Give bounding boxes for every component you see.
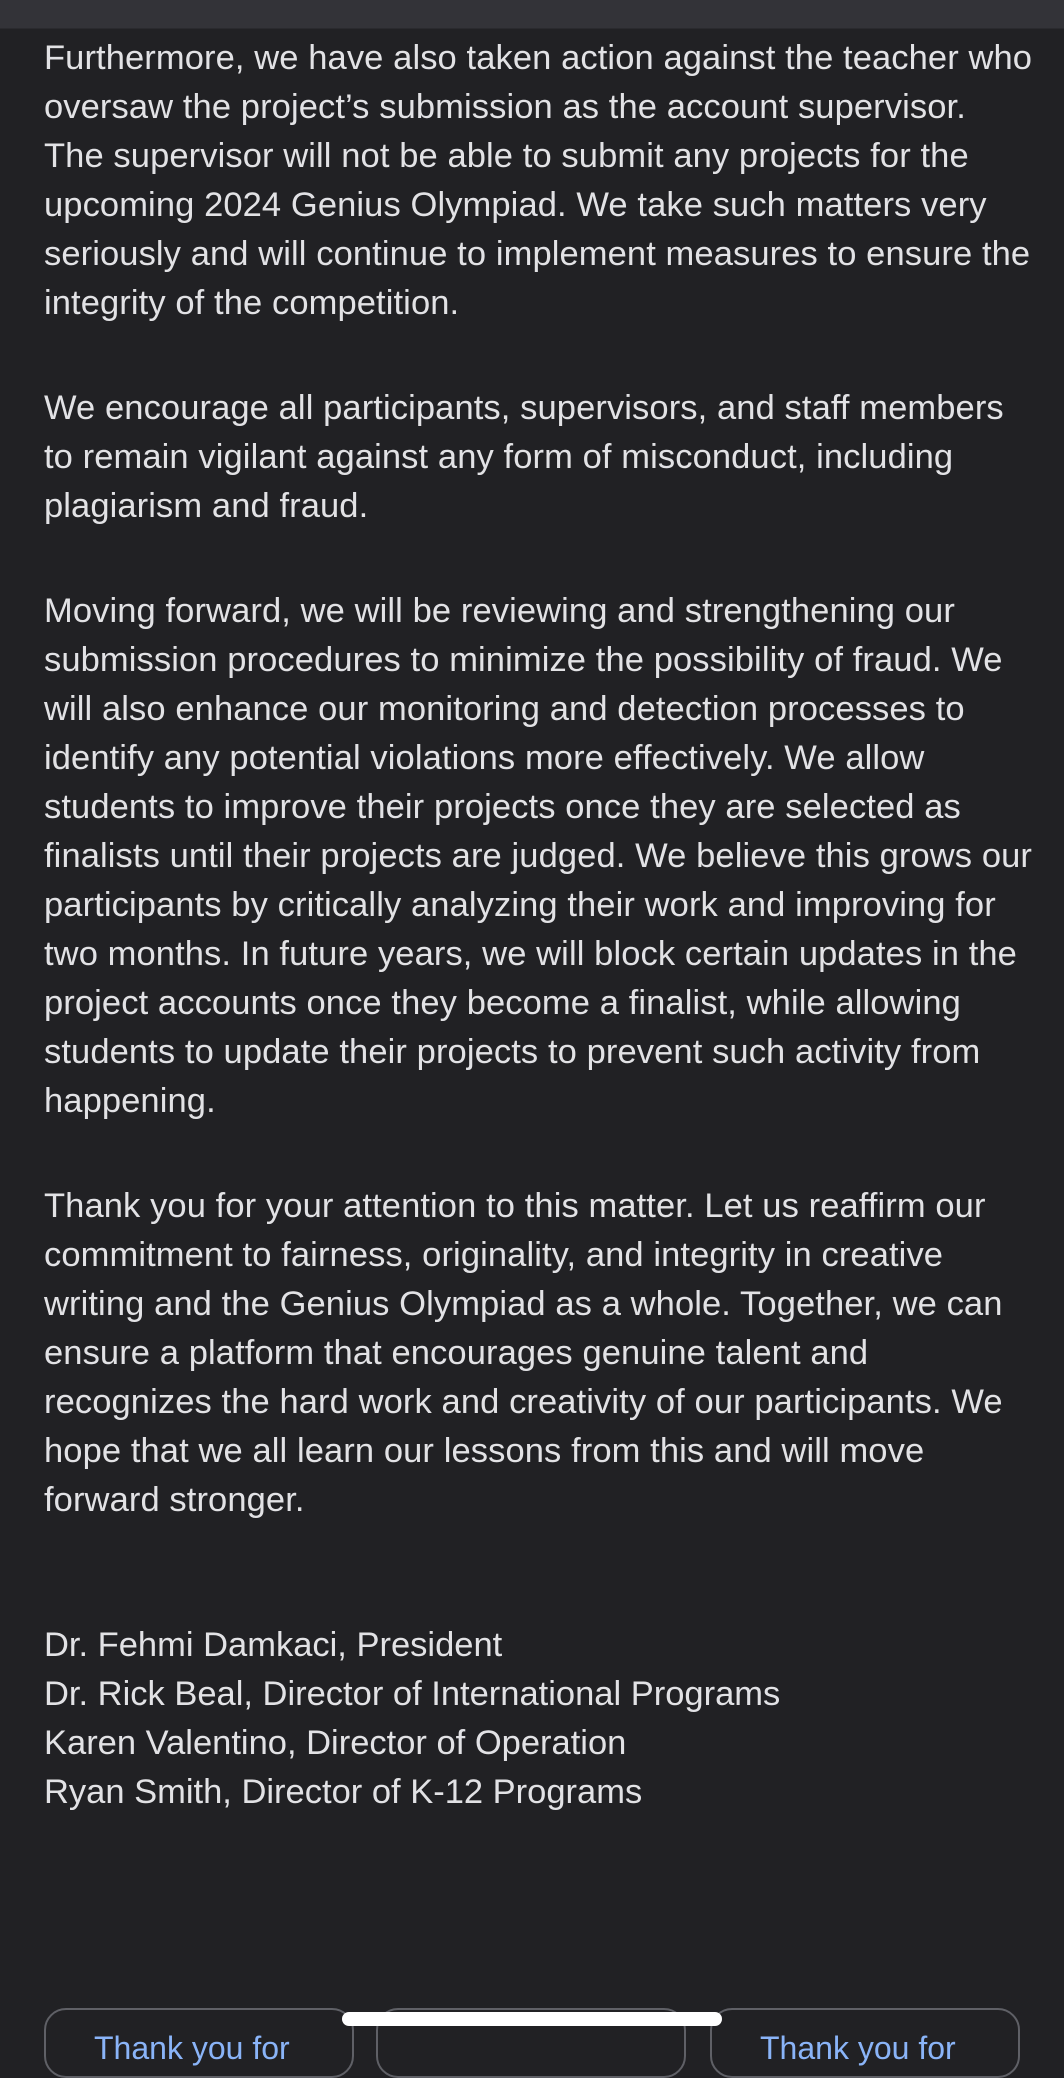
top-toolbar xyxy=(0,0,1064,29)
signature-block xyxy=(44,1621,1034,1817)
signature-line: Ryan Smith, Director of K-12 Programs xyxy=(44,1773,643,1811)
email-paragraph: We encourage all participants, supervisors, and staff members to remain vigilant against any form of misconduct, including plagiarism and fraud. xyxy=(44,389,1004,525)
email-paragraph: Thank you for your attention to this matter. Let us reaffirm our commitment to fairness, originality, and integrity in creative writing and the Genius Olympiad as a whole. Together, we can ensure a platform that encourages genuine talent and recognizes the hard work and creativity of our participants. We hope that we all learn our lessons from this and will move forward stronger. xyxy=(44,1187,1003,1519)
signature-line: Karen Valentino, Director of Operation xyxy=(44,1724,627,1762)
email-paragraph: Moving forward, we will be reviewing and strengthening our submission procedures to minimize the possibility of fraud. We will also enhance our monitoring and detection processes to identify any potential violations more effectively. We allow students to improve their projects once they are selected as finalists until their projects are judged. We believe this grows our participants by critically analyzing their work and improving for two months. In future years, we will block certain updates in the project accounts once they become a finalist, while allowing students to update their projects to prevent such activity from happening. xyxy=(44,592,1032,1120)
smart-reply-label: Thank you for xyxy=(94,2030,290,2066)
email-body xyxy=(44,34,1034,1817)
home-indicator[interactable] xyxy=(342,2012,722,2026)
signature-line: Dr. Rick Beal, Director of International Programs xyxy=(44,1675,781,1713)
smart-reply-chip[interactable] xyxy=(710,2008,1020,2078)
signature-line: Dr. Fehmi Damkaci, President xyxy=(44,1626,503,1664)
smart-reply-label: Thank you for xyxy=(760,2030,956,2066)
smart-reply-chip[interactable] xyxy=(44,2008,354,2078)
email-paragraph: Furthermore, we have also taken action against the teacher who oversaw the project’s submission as the account supervisor. The supervisor will not be able to submit any projects for the upcoming 2024 Genius Olympiad. We take such matters very seriously and will continue to implement measures to ensure the integrity of the competition. xyxy=(44,39,1033,322)
